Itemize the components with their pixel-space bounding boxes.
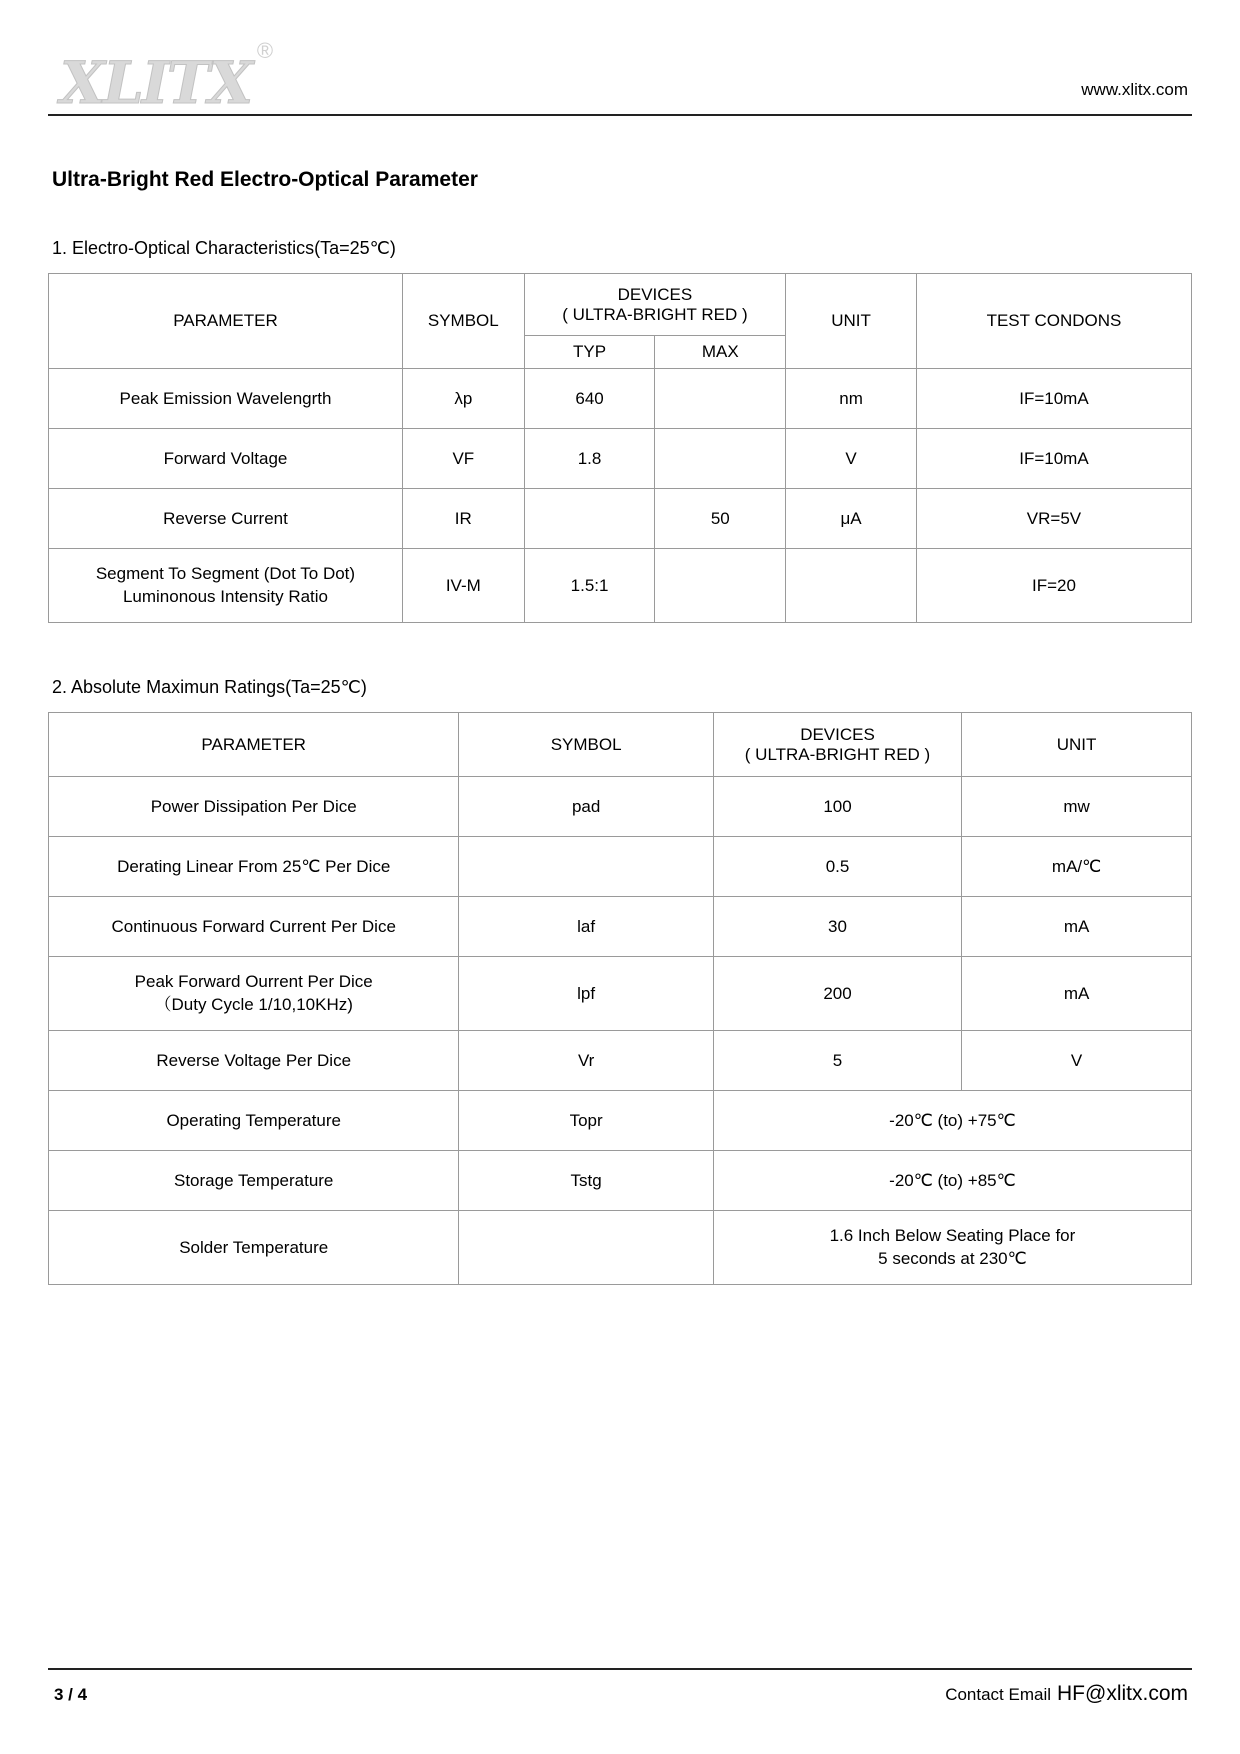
electro-optical-characteristics-table: [48, 273, 1192, 623]
cell-symbol: [459, 1211, 713, 1285]
table-header-row: [49, 274, 1192, 336]
cell-parameter: Reverse Current: [49, 489, 403, 549]
cell-parameter: Continuous Forward Current Per Dice: [49, 897, 459, 957]
cell-test: IF=10mA: [916, 429, 1191, 489]
cell-unit: mA/℃: [962, 837, 1192, 897]
cell-parameter: [49, 957, 459, 1031]
cell-max: 50: [655, 489, 786, 549]
cell-devices: 100: [713, 777, 961, 837]
header-devices: [524, 274, 786, 336]
cell-unit: mA: [962, 897, 1192, 957]
page-header: [48, 0, 1192, 116]
cell-parameter-line1: Peak Forward Ourrent Per Dice: [134, 971, 373, 991]
cell-parameter: Peak Emission Wavelengrth: [49, 369, 403, 429]
header-devices-subtitle: ( ULTRA-BRIGHT RED ): [562, 304, 748, 324]
cell-devices: 0.5: [713, 837, 961, 897]
page-title: Ultra-Bright Red Electro-Optical Parameter: [52, 168, 478, 191]
cell-unit: nm: [786, 369, 917, 429]
cell-symbol: Vr: [459, 1031, 713, 1091]
cell-symbol: Topr: [459, 1091, 713, 1151]
cell-parameter-line1: Segment To Segment (Dot To Dot): [95, 563, 356, 583]
header-devices-title: DEVICES: [800, 724, 875, 744]
cell-devices-span-line1: 1.6 Inch Below Seating Place for: [829, 1225, 1076, 1245]
site-url: www.xlitx.com: [1081, 80, 1188, 99]
table-row: [49, 777, 1192, 837]
table-row: [49, 837, 1192, 897]
cell-devices-span: -20℃ (to) +75℃: [713, 1091, 1191, 1151]
cell-test: IF=20: [916, 549, 1191, 623]
header-devices-subtitle: ( ULTRA-BRIGHT RED ): [744, 744, 931, 764]
header-symbol: SYMBOL: [402, 274, 524, 369]
table-row: [49, 957, 1192, 1031]
cell-typ: [524, 489, 655, 549]
contact-label: Contact Email: [945, 1685, 1052, 1704]
section-2-label: 2. Absolute Maximun Ratings(Ta=25℃): [52, 677, 367, 697]
table-row: [49, 429, 1192, 489]
table-row: [49, 1091, 1192, 1151]
cell-parameter: Derating Linear From 25℃ Per Dice: [49, 837, 459, 897]
contact-info: [945, 1682, 1188, 1706]
header-devices-title: DEVICES: [617, 284, 693, 304]
cell-max: [655, 549, 786, 623]
cell-parameter: Forward Voltage: [49, 429, 403, 489]
page-footer: [48, 1668, 1192, 1706]
cell-typ: 640: [524, 369, 655, 429]
cell-parameter: Reverse Voltage Per Dice: [49, 1031, 459, 1091]
cell-test: IF=10mA: [916, 369, 1191, 429]
header-unit: UNIT: [962, 713, 1192, 777]
cell-test: VR=5V: [916, 489, 1191, 549]
cell-unit: μA: [786, 489, 917, 549]
cell-typ: 1.5:1: [524, 549, 655, 623]
cell-unit: [786, 549, 917, 623]
table-row: [49, 549, 1192, 623]
cell-symbol: IV-M: [402, 549, 524, 623]
contact-email: HF@xlitx.com: [1057, 1682, 1188, 1705]
header-typ: TYP: [524, 336, 655, 369]
cell-symbol: Tstg: [459, 1151, 713, 1211]
cell-parameter: Power Dissipation Per Dice: [49, 777, 459, 837]
section-1-label: 1. Electro-Optical Characteristics(Ta=25℃): [52, 238, 396, 258]
table-row: [49, 1151, 1192, 1211]
cell-max: [655, 369, 786, 429]
table-row: [49, 1031, 1192, 1091]
logo-text: XLITX: [60, 49, 252, 117]
cell-unit: V: [962, 1031, 1192, 1091]
cell-devices: 30: [713, 897, 961, 957]
cell-unit: V: [786, 429, 917, 489]
cell-parameter: Storage Temperature: [49, 1151, 459, 1211]
page-number: 3 / 4: [54, 1685, 88, 1704]
cell-parameter: Solder Temperature: [49, 1211, 459, 1285]
table-row: [49, 369, 1192, 429]
header-symbol: SYMBOL: [459, 713, 713, 777]
cell-devices-span-line2: 5 seconds at 230℃: [878, 1248, 1027, 1268]
cell-typ: 1.8: [524, 429, 655, 489]
cell-unit: mw: [962, 777, 1192, 837]
cell-unit: mA: [962, 957, 1192, 1031]
cell-parameter-line2: （Duty Cycle 1/10,10KHz): [154, 994, 353, 1014]
cell-parameter-line2: Luminonous Intensity Ratio: [122, 586, 328, 606]
cell-symbol: [459, 837, 713, 897]
company-logo: [60, 38, 274, 117]
cell-symbol: VF: [402, 429, 524, 489]
header-unit: UNIT: [786, 274, 917, 369]
table-row: [49, 897, 1192, 957]
absolute-maximum-ratings-table: [48, 712, 1192, 1285]
table-row: [49, 489, 1192, 549]
cell-devices: 5: [713, 1031, 961, 1091]
cell-max: [655, 429, 786, 489]
cell-symbol: IR: [402, 489, 524, 549]
table-row: [49, 1211, 1192, 1285]
cell-symbol: λp: [402, 369, 524, 429]
header-devices: [713, 713, 961, 777]
cell-symbol: lpf: [459, 957, 713, 1031]
table-header-row: [49, 713, 1192, 777]
registered-trademark-icon: ®: [256, 38, 274, 63]
header-test-conditions: TEST CONDONS: [916, 274, 1191, 369]
header-parameter: PARAMETER: [49, 274, 403, 369]
cell-devices: 200: [713, 957, 961, 1031]
header-max: MAX: [655, 336, 786, 369]
cell-devices-span: [713, 1211, 1191, 1285]
cell-parameter: Operating Temperature: [49, 1091, 459, 1151]
cell-devices-span: -20℃ (to) +85℃: [713, 1151, 1191, 1211]
cell-symbol: laf: [459, 897, 713, 957]
cell-symbol: pad: [459, 777, 713, 837]
cell-parameter: [49, 549, 403, 623]
header-parameter: PARAMETER: [49, 713, 459, 777]
